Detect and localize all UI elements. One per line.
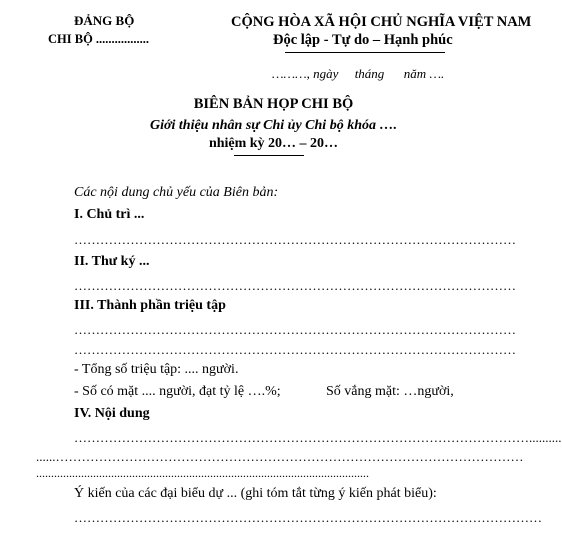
delegates-opinions: Ý kiến của các đại biểu dự ... (ghi tóm tắt từng ý kiến phát biểu): [74,486,437,501]
secretary-dots-line: ………………………………………………………………………………………… [74,278,516,293]
title-underline [234,155,304,156]
intro-text: Các nội dung chủ yếu của Biên bản: [74,185,279,200]
section-secretary: II. Thư ký ... [74,254,150,269]
total-invited: - Tổng số triệu tập: .... người. [74,362,239,377]
chair-dots-line: ………………………………………………………………………………………… [74,232,516,247]
participants-dots-line-2: ………………………………………………………………………………………… [74,342,516,357]
republic-heading: CỘNG HÒA XÃ HỘI CHỦ NGHĨA VIỆT NAM [231,14,532,30]
document-subtitle-line2: nhiệm kỳ 20… – 20… [208,136,339,151]
attendance-present: - Số có mặt .... người, đạt tỷ lệ ….%; [74,384,281,399]
motto-underline [285,52,445,53]
participants-dots-line-1: ………………………………………………………………………………………… [74,322,516,337]
date-line: ………, ngày tháng năm …. [272,66,445,81]
section-participants: III. Thành phần triệu tập [74,298,226,313]
national-motto: Độc lập - Tự do – Hạnh phúc [273,32,453,48]
party-committee-label: ĐẢNG BỘ [74,13,135,28]
content-dots-line-1: …………………………………………………………………………………………….......... [74,430,562,445]
document-subtitle-line1: Giới thiệu nhân sự Chi ủy Chi bộ khóa …. [150,118,397,133]
opinions-dots-line: ……………………………………………………………………………………………… [74,510,542,525]
document-title: BIÊN BẢN HỌP CHI BỘ [193,96,354,112]
attendance-absent: Số vắng mặt: …người, [326,384,454,399]
section-content: IV. Nội dung [74,406,150,421]
content-dots-line-3: ............................................................................................................... [36,466,369,480]
section-chair: I. Chủ trì ... [74,207,145,222]
party-branch-label: CHI BỘ ................. [48,32,150,46]
content-dots-line-2: ......……………………………………………………………………………………………… [36,449,524,464]
